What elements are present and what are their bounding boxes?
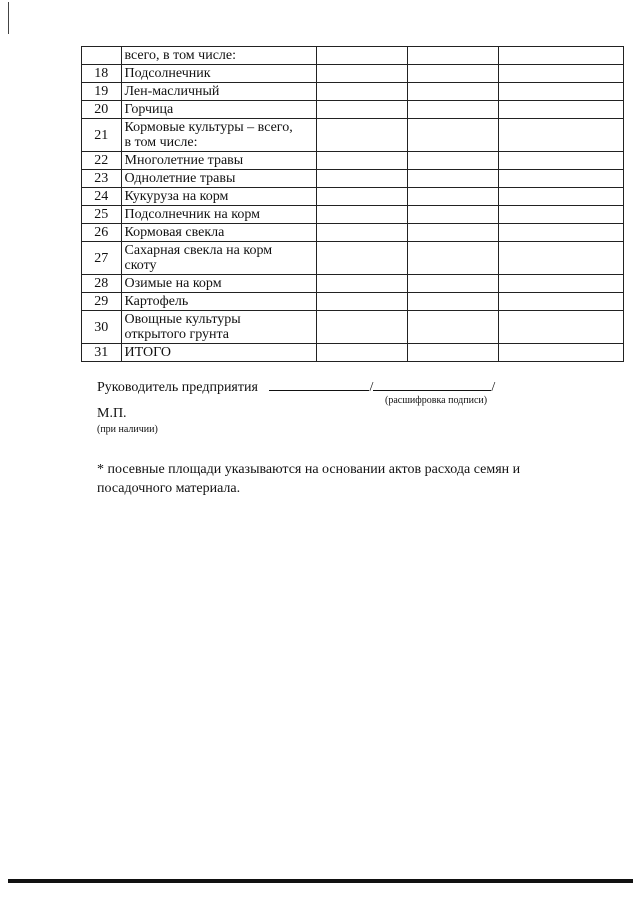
value-cell[interactable]	[499, 83, 624, 101]
row-number: 31	[82, 344, 122, 362]
value-cell[interactable]	[408, 47, 499, 65]
value-cell[interactable]	[408, 206, 499, 224]
crop-name-line: Сахарная свекла на корм	[124, 243, 273, 258]
crops-table	[81, 46, 624, 362]
value-cell[interactable]	[499, 344, 624, 362]
value-cell[interactable]	[408, 170, 499, 188]
crop-name-line: Однолетние травы	[124, 171, 236, 186]
table-row	[82, 101, 624, 119]
crop-name	[121, 293, 317, 311]
crop-name-line: Картофель	[124, 294, 189, 309]
row-number: 19	[82, 83, 122, 101]
value-cell[interactable]	[317, 119, 408, 152]
table-row	[82, 152, 624, 170]
scan-edge-mark	[8, 2, 9, 34]
value-cell[interactable]	[408, 224, 499, 242]
table-row	[82, 119, 624, 152]
value-cell[interactable]	[408, 242, 499, 275]
table-row	[82, 275, 624, 293]
crop-name	[121, 119, 317, 152]
crops-table-body	[82, 47, 624, 362]
crop-name	[121, 170, 317, 188]
value-cell[interactable]	[317, 101, 408, 119]
table-row	[82, 83, 624, 101]
row-number: 27	[82, 242, 122, 275]
signature-blank[interactable]	[269, 378, 369, 391]
value-cell[interactable]	[317, 47, 408, 65]
value-cell[interactable]	[408, 119, 499, 152]
value-cell[interactable]	[408, 344, 499, 362]
table-row	[82, 170, 624, 188]
value-cell[interactable]	[499, 293, 624, 311]
crop-name-line: ИТОГО	[124, 345, 171, 360]
value-cell[interactable]	[317, 152, 408, 170]
value-cell[interactable]	[317, 65, 408, 83]
table-row	[82, 344, 624, 362]
signature-line	[97, 378, 495, 396]
row-number: 26	[82, 224, 122, 242]
value-cell[interactable]	[317, 224, 408, 242]
table-row	[82, 293, 624, 311]
crop-name-line: Кукуруза на корм	[124, 189, 229, 204]
crop-name-line: Кормовая свекла	[124, 225, 225, 240]
crop-name	[121, 206, 317, 224]
value-cell[interactable]	[499, 275, 624, 293]
crop-name-line: Подсолнечник на корм	[124, 207, 260, 222]
value-cell[interactable]	[499, 188, 624, 206]
crop-name	[121, 311, 317, 344]
table-row	[82, 242, 624, 275]
crop-name-line: скоту	[124, 258, 157, 273]
crop-name-line: Озимые на корм	[124, 276, 222, 291]
value-cell[interactable]	[317, 311, 408, 344]
value-cell[interactable]	[408, 65, 499, 83]
crop-name-line: открытого грунта	[124, 327, 230, 342]
signature-separator: /	[369, 380, 374, 395]
crop-name	[121, 242, 317, 275]
stamp-caption: (при наличии)	[97, 424, 158, 435]
table-row	[82, 311, 624, 344]
value-cell[interactable]	[317, 344, 408, 362]
row-number: 22	[82, 152, 122, 170]
crop-name-line: всего, в том числе:	[124, 48, 236, 63]
crop-name	[121, 65, 317, 83]
row-number	[82, 47, 122, 65]
row-number: 20	[82, 101, 122, 119]
table-row	[82, 188, 624, 206]
value-cell[interactable]	[408, 83, 499, 101]
crop-name	[121, 83, 317, 101]
table-row	[82, 206, 624, 224]
crop-name-line: Овощные культуры	[124, 312, 241, 327]
crop-name-line: Лен-масличный	[124, 84, 220, 99]
value-cell[interactable]	[408, 275, 499, 293]
value-cell[interactable]	[408, 311, 499, 344]
row-number: 24	[82, 188, 122, 206]
signature-label: Руководитель предприятия	[97, 380, 258, 395]
crop-name-line: Многолетние травы	[124, 153, 244, 168]
value-cell[interactable]	[499, 311, 624, 344]
value-cell[interactable]	[317, 206, 408, 224]
signature-separator-end: /	[491, 380, 496, 395]
value-cell[interactable]	[317, 242, 408, 275]
crop-name-line: Горчица	[124, 102, 174, 117]
value-cell[interactable]	[317, 170, 408, 188]
row-number: 18	[82, 65, 122, 83]
row-number: 21	[82, 119, 122, 152]
footnote: * посевные площади указываются на основании актов расхода семян и посадочного материала.	[97, 462, 521, 496]
value-cell[interactable]	[408, 293, 499, 311]
value-cell[interactable]	[499, 119, 624, 152]
signature-decoding-blank[interactable]	[373, 378, 491, 391]
signature-caption: (расшифровка подписи)	[385, 395, 488, 406]
value-cell[interactable]	[317, 275, 408, 293]
value-cell[interactable]	[499, 224, 624, 242]
value-cell[interactable]	[499, 65, 624, 83]
bottom-edge-rule	[8, 879, 633, 883]
value-cell[interactable]	[408, 188, 499, 206]
crop-name	[121, 344, 317, 362]
table-row	[82, 224, 624, 242]
crop-name	[121, 188, 317, 206]
value-cell[interactable]	[317, 293, 408, 311]
table-row	[82, 47, 624, 65]
crop-name	[121, 224, 317, 242]
row-number: 28	[82, 275, 122, 293]
row-number: 30	[82, 311, 122, 344]
crop-name-line: Подсолнечник	[124, 66, 211, 81]
row-number: 25	[82, 206, 122, 224]
crop-name	[121, 47, 317, 65]
row-number: 23	[82, 170, 122, 188]
row-number: 29	[82, 293, 122, 311]
value-cell[interactable]	[317, 188, 408, 206]
crop-name-line: в том числе:	[124, 135, 198, 150]
value-cell[interactable]	[499, 242, 624, 275]
crop-name-line: Кормовые культуры – всего,	[124, 120, 293, 135]
value-cell[interactable]	[317, 83, 408, 101]
stamp-label: М.П.	[97, 406, 127, 421]
crop-name	[121, 101, 317, 119]
value-cell[interactable]	[499, 152, 624, 170]
value-cell[interactable]	[499, 101, 624, 119]
value-cell[interactable]	[499, 206, 624, 224]
value-cell[interactable]	[408, 152, 499, 170]
value-cell[interactable]	[499, 170, 624, 188]
crop-name	[121, 275, 317, 293]
table-row	[82, 65, 624, 83]
value-cell[interactable]	[408, 101, 499, 119]
crop-name	[121, 152, 317, 170]
value-cell[interactable]	[499, 47, 624, 65]
